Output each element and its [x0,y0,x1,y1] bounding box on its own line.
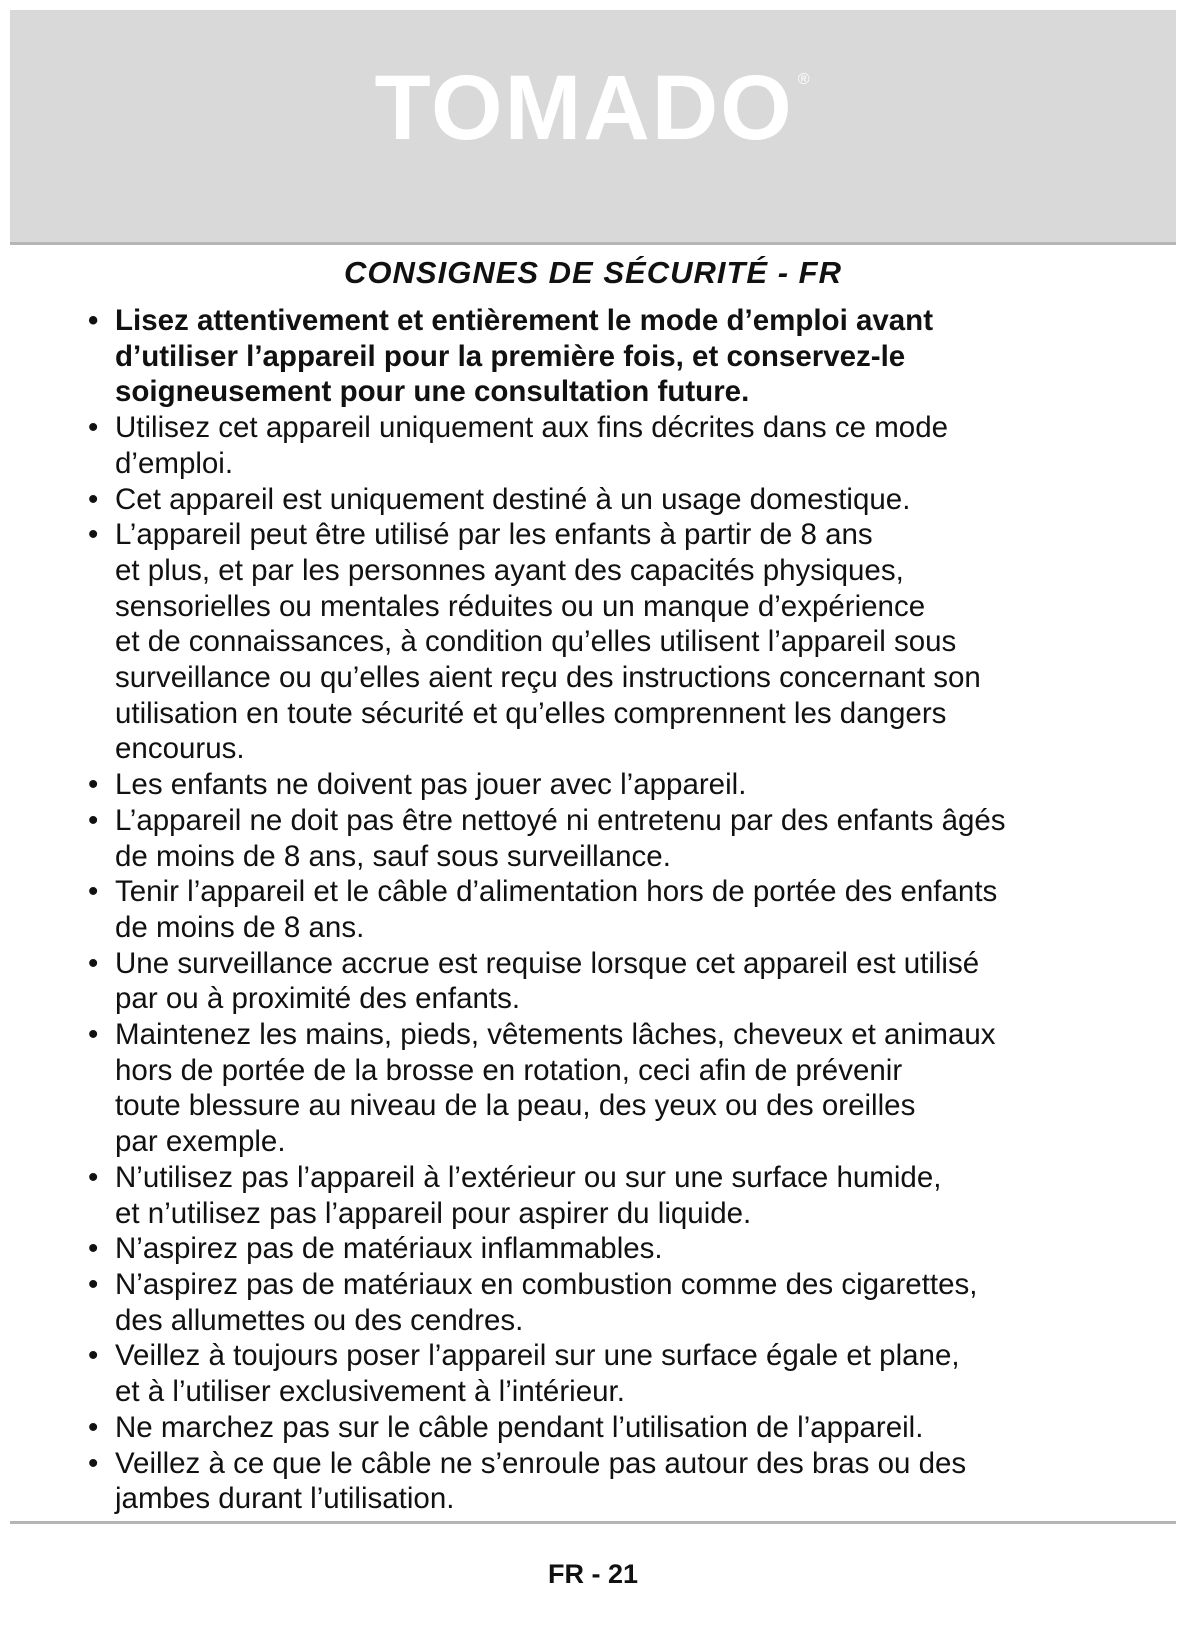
instruction-line: par ou à proximité des enfants. [115,982,521,1016]
instruction-line: • N’utilisez pas l’appareil à l’extérieur ou sur une surface humide, [115,1160,942,1194]
instruction-line: et plus, et par les personnes ayant des capacités physiques, [115,553,904,587]
page-number: FR - 21 [547,1559,639,1589]
instruction-line: • L’appareil peut être utilisé par les enfants à partir de 8 ans [115,518,873,552]
brand-logo [10,57,1176,159]
instruction-line: • Ne marchez pas sur le câble pendant l’utilisation de l’appareil. [115,1410,924,1444]
instruction-line: utilisation en toute sécurité et qu’elles comprennent les dangers [115,696,947,730]
safety-instructions-list [88,303,1108,1517]
list-item [88,410,1108,481]
instruction-line: d’utiliser l’appareil pour la première fois, et conservez-le [115,339,906,373]
instruction-line: • N’aspirez pas de matériaux en combustion comme des cigarettes, [115,1267,978,1301]
list-item [88,1231,1108,1267]
instruction-line: encourus. [115,732,245,766]
list-item [88,874,1108,945]
list-item [88,517,1108,767]
instruction-line: • Une surveillance accrue est requise lorsque cet appareil est utilisé [115,946,980,980]
list-item [88,482,1108,518]
instruction-line: • L’appareil ne doit pas être nettoyé ni entretenu par des enfants âgés [115,803,1006,837]
list-item [88,1410,1108,1446]
instruction-line: sensorielles ou mentales réduites ou un manque d’expérience [115,589,926,623]
instruction-line: • Utilisez cet appareil uniquement aux fins décrites dans ce mode [115,411,949,445]
instruction-line: par exemple. [115,1125,286,1159]
instruction-line: des allumettes ou des cendres. [115,1303,524,1337]
list-item [88,1267,1108,1338]
instruction-line: soigneusement pour une consultation future. [115,375,750,409]
instruction-line: jambes durant l’utilisation. [115,1482,455,1516]
instruction-line: de moins de 8 ans, sauf sous surveillance. [115,839,671,873]
list-item [88,1160,1108,1231]
instruction-line: d’emploi. [115,446,234,480]
instruction-line: • Les enfants ne doivent pas jouer avec l’appareil. [115,768,747,802]
registered-mark: ® [797,71,812,88]
list-item [88,1338,1108,1409]
instruction-line: surveillance ou qu’elles aient reçu des instructions concernant son [115,661,981,695]
instruction-line: • Maintenez les mains, pieds, vêtements lâches, cheveux et animaux [115,1018,996,1052]
instruction-line: • Cet appareil est uniquement destiné à un usage domestique. [115,482,911,516]
list-item [88,1017,1108,1160]
header-band [10,10,1176,245]
footer-divider [10,1521,1176,1524]
instruction-line: de moins de 8 ans. [115,910,365,944]
list-item [88,303,1108,410]
instruction-line: toute blessure au niveau de la peau, des yeux ou des oreilles [115,1089,916,1123]
list-item [88,1446,1108,1517]
instruction-line: • Tenir l’appareil et le câble d’alimentation hors de portée des enfants [115,875,998,909]
instruction-line: • Veillez à ce que le câble ne s’enroule pas autour des bras ou des [115,1446,967,1480]
list-item [88,803,1108,874]
instruction-line: et n’utilisez pas l’appareil pour aspirer du liquide. [115,1196,752,1230]
instruction-line: • Veillez à toujours poser l’appareil sur une surface égale et plane, [115,1339,960,1373]
instruction-line: hors de portée de la brosse en rotation, ceci afin de prévenir [115,1053,903,1087]
instruction-line: • N’aspirez pas de matériaux inflammables. [115,1232,663,1266]
section-title: CONSIGNES DE SÉCURITÉ - FR [344,255,842,290]
list-item [88,946,1108,1017]
brand-logo-text: TOMADO [374,57,794,159]
list-item [88,767,1108,803]
instruction-line: et à l’utiliser exclusivement à l’intérieur. [115,1375,625,1409]
instruction-line: • Lisez attentivement et entièrement le mode d’emploi avant [115,304,934,337]
instruction-line: et de connaissances, à condition qu’elles utilisent l’appareil sous [115,625,957,659]
